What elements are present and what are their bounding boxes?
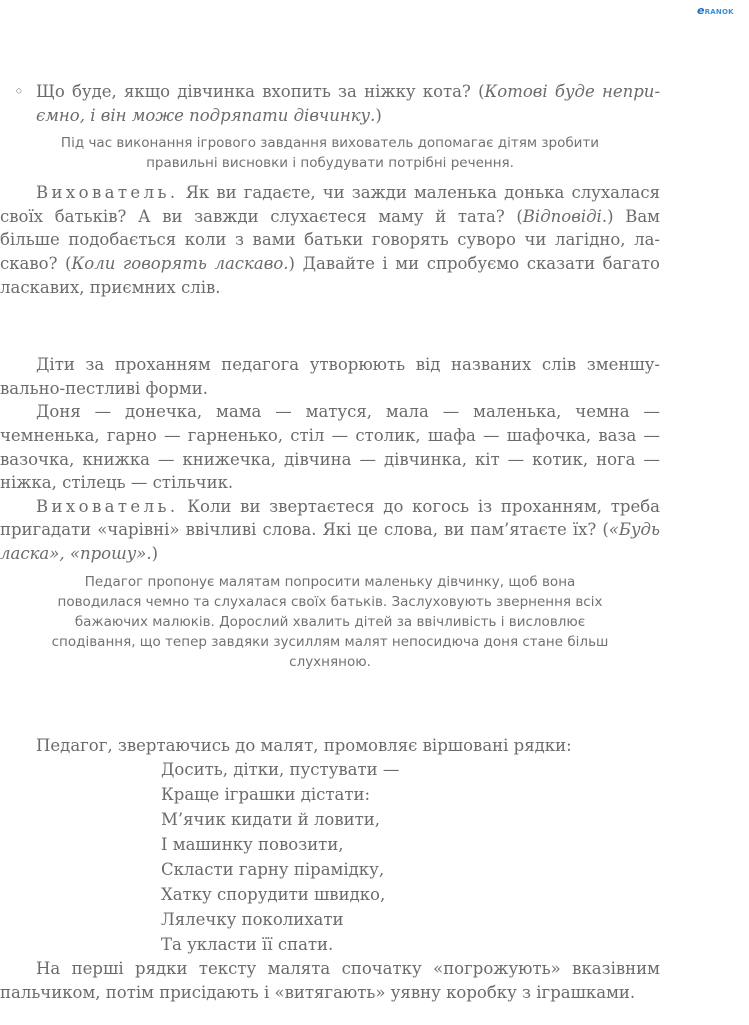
paragraph-educator-2 xyxy=(0,495,660,566)
instruction-note-1: Під час виконання ігрового завдання вихователь допомагає дітям зробити правильні висновки і побудувати потрібні речення. xyxy=(60,135,600,172)
paragraph-text: Як ви гадаєте, чи зажди маленька донька слухалася своїх батьків? А ви завжди слухаєтеся маму й тата? ( xyxy=(0,183,660,226)
spacer xyxy=(0,672,660,734)
paragraph-italic: Коли говорять ласкаво. xyxy=(71,253,289,273)
poem-line: Скласти гарну пірамідку, xyxy=(161,860,385,880)
bullet-marker: ◦ xyxy=(14,82,24,101)
paragraph-italic: «Будь ласка», «прошу». xyxy=(0,520,660,563)
paragraph-poem-intro: Педагог, звертаючись до малят, промовляє віршовані рядки: xyxy=(36,735,572,755)
paragraph-actions: На перші рядки тексту малята спочатку «погрожують» вказівним пальчиком, потім присідають і «витягають» уявну коробку з іграшками. xyxy=(0,959,660,1002)
paragraph-text: Коли ви звертаєтеся до когось із проханням, треба пригадати «чарівні» ввічливі слова. Які це слова, ви пам’ятаєте їх? ( xyxy=(0,496,660,540)
paragraph-educator-1 xyxy=(0,181,660,299)
bullet-question-text: Що буде, якщо дівчинка вхопить за ніжку кота? ( xyxy=(36,82,485,101)
paragraph-word-pairs: Доня — донечка, мама — матуся, мала — маленька, чемна — чемненька, гарно — гарненько, стіл — столик, шафа — шафочка, ваза — вазочка, книжка — книжечка, дівчина — дівчинка, кіт — котик, нога — ніжка, стілець — стільчик. xyxy=(0,402,660,493)
paragraph-italic: Відповіді. xyxy=(522,206,608,226)
paragraph-text: ) Давайте і ми спробуємо сказати багато ласкавих, приємних слів. xyxy=(0,253,660,297)
instruction-note-2: Педагог пропонує малятам попросити маленьку дівчинку, щоб вона поводилася чемно та слухалася своїх батьків. Заслуховують звернення всіх бажаючих малюків. Дорослий хвалить дітей за ввічливість і висловлює сподівання, що тепер завдяки зусиллям малят непосидюча доня стане більш слухняною. xyxy=(51,573,609,670)
poem-line: І машинку повозити, xyxy=(161,835,344,855)
poem-line: Та укласти її спати. xyxy=(161,935,334,955)
poem-line: М’ячик кидати й ловити, xyxy=(161,810,381,830)
logo-mark: e xyxy=(697,4,705,17)
spacer xyxy=(0,299,660,353)
bullet-close-paren: ) xyxy=(375,105,382,125)
paragraph-text: ) xyxy=(151,543,159,563)
bullet-answer-text: Котові буде неприємно, і він може подряпати дівчинку. xyxy=(36,82,661,125)
publisher-logo xyxy=(697,4,747,16)
paragraph-children-task: Діти за проханням педагога утворюють від названих слів зменшувально-пестливі форми. xyxy=(0,355,660,398)
document-body xyxy=(0,80,660,1004)
poem-line: Лялечку поколихати xyxy=(161,910,344,930)
poem xyxy=(161,757,660,957)
speaker-label: Вихователь. xyxy=(36,496,179,516)
poem-line: Краще іграшки дістати: xyxy=(161,785,371,805)
poem-line: Хатку спорудити швидко, xyxy=(161,885,386,905)
bullet-question xyxy=(0,80,660,127)
speaker-label: Вихователь. xyxy=(36,183,179,203)
paragraph-text: ) Вам більше подобається коли з вами батьки говорять суворо чи лагідно, ласкаво? ( xyxy=(0,206,660,273)
logo-text: RANOK xyxy=(704,8,734,16)
poem-line: Досить, дітки, пустувати — xyxy=(161,760,400,780)
